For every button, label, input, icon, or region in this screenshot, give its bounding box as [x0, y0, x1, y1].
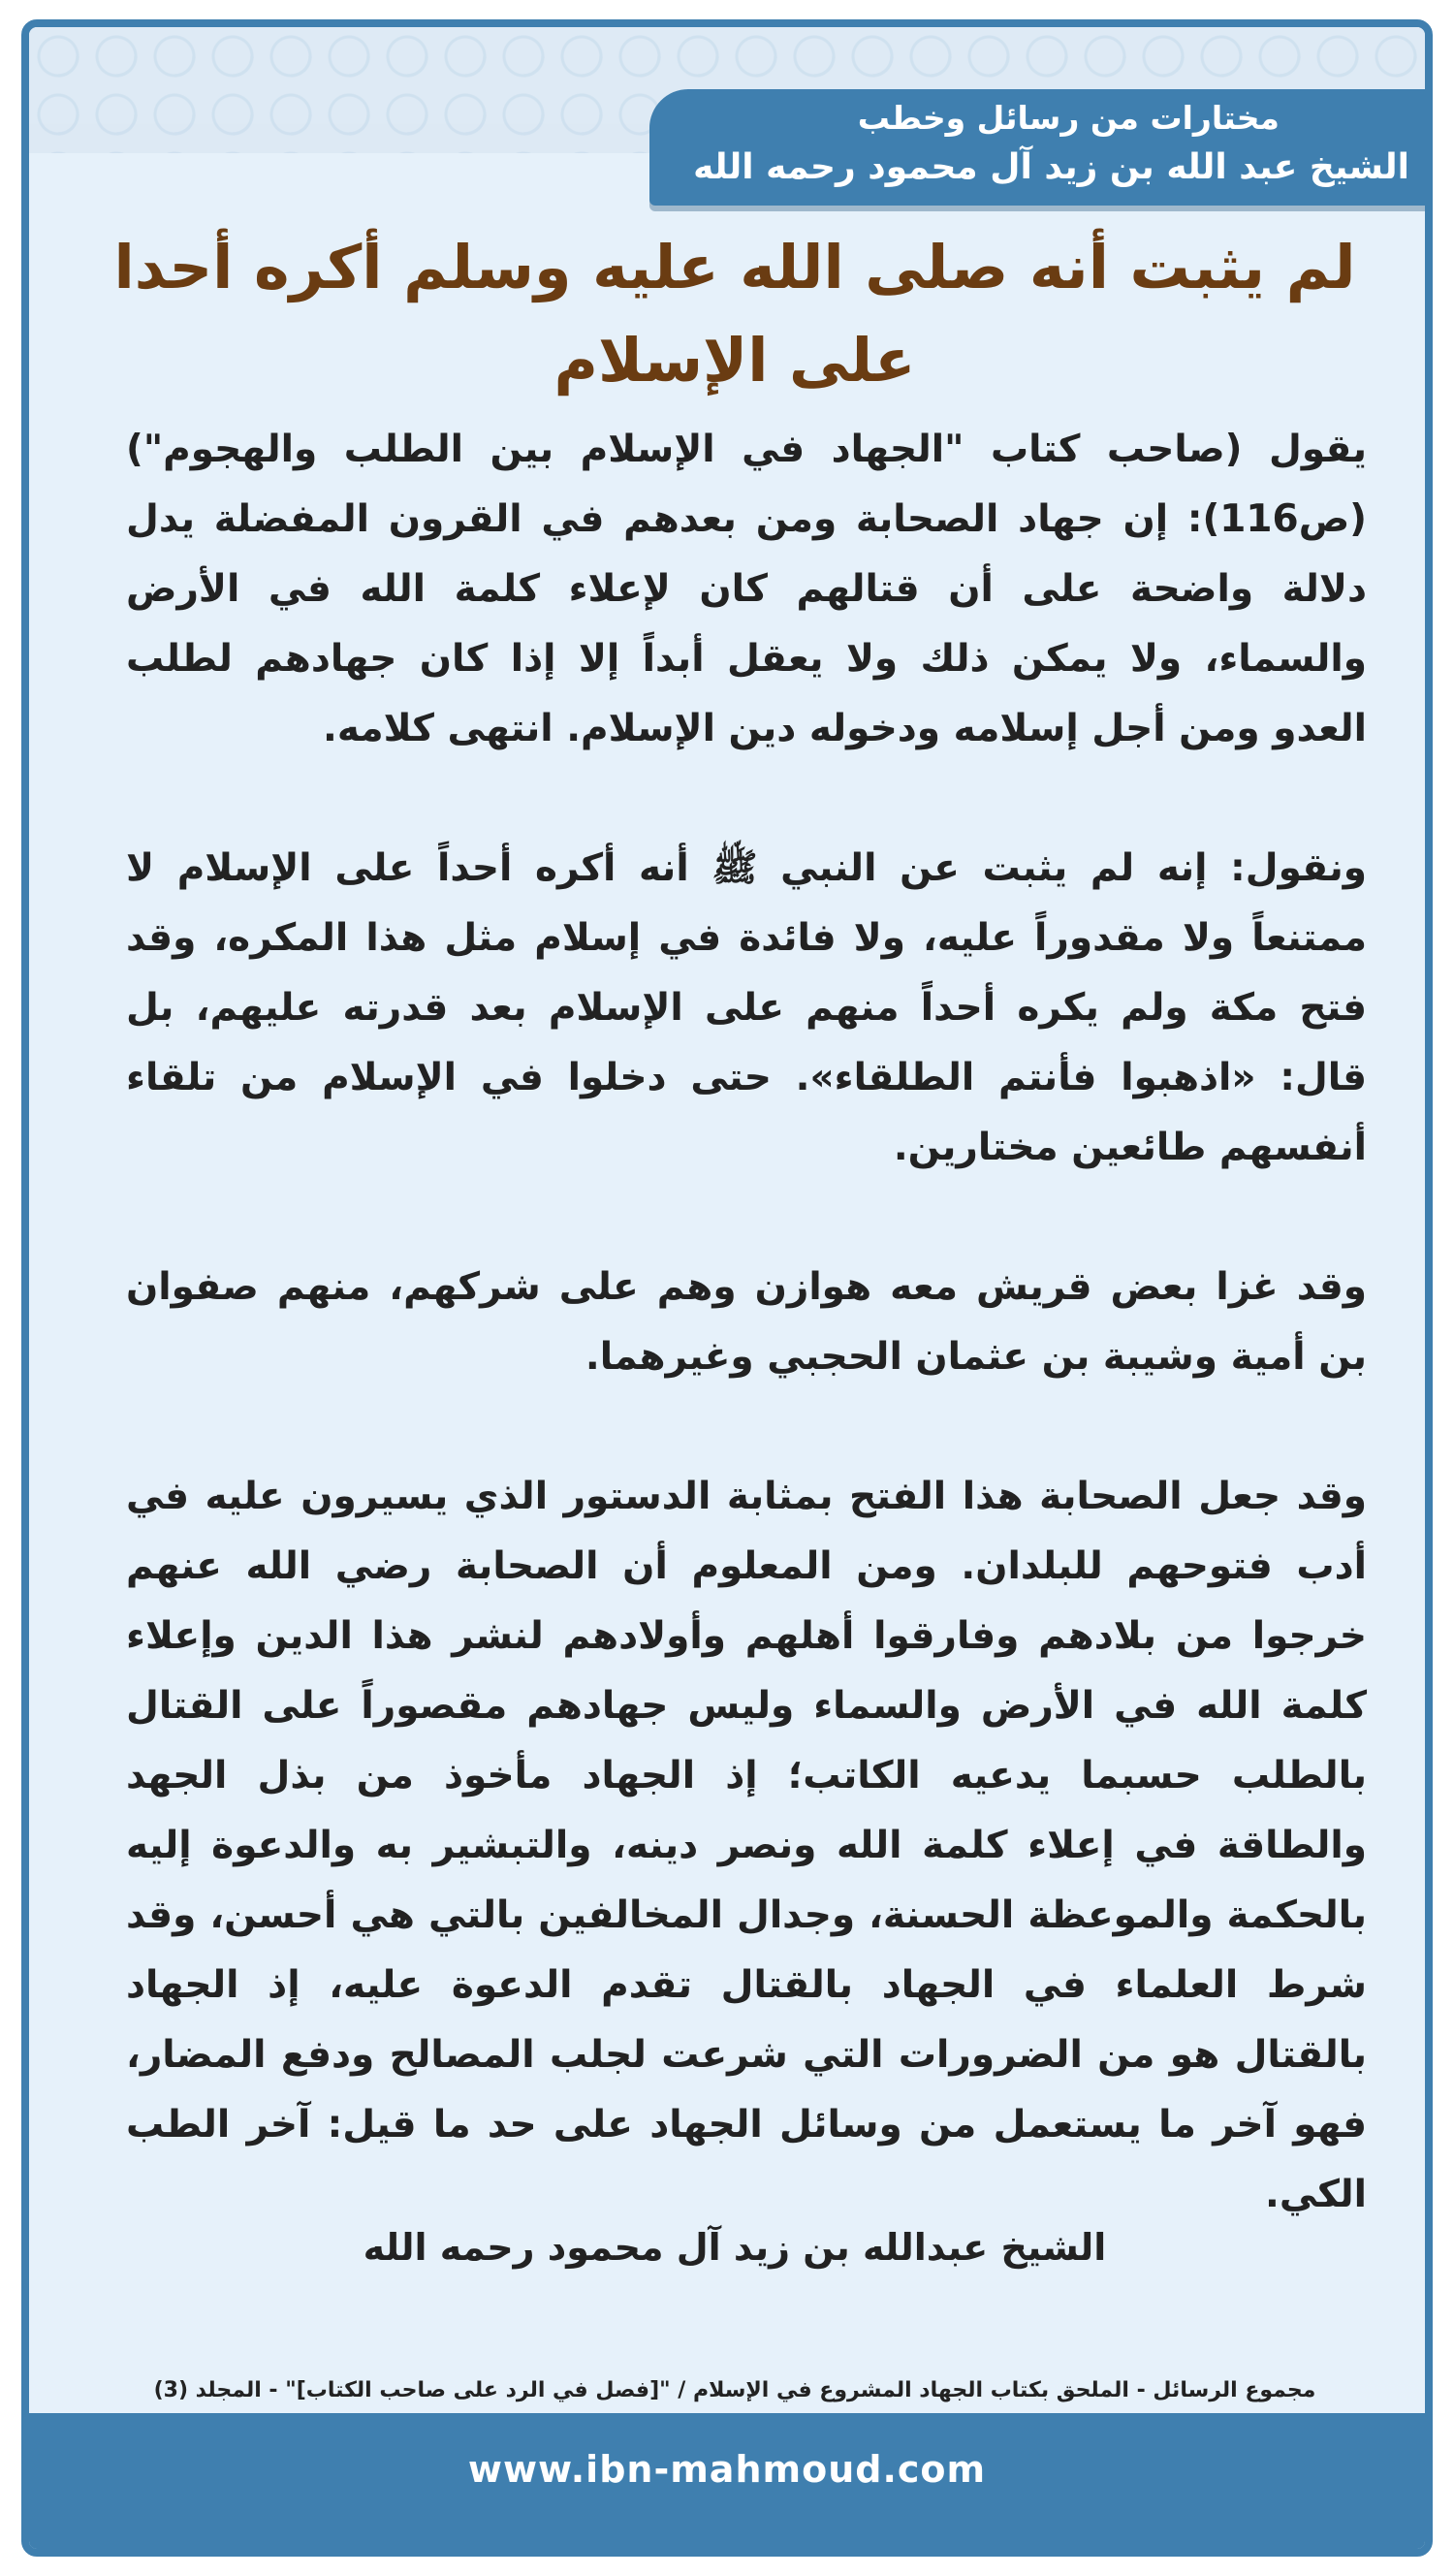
header-series-title: مختارات من رسائل وخطب	[857, 99, 1280, 137]
article-body	[126, 415, 1367, 2300]
paragraph: وقد غزا بعض قريش معه هوازن وهم على شركهم، منهم صفوان بن أمية وشيبة بن عثمان الحجبي وغيرهما.	[126, 1265, 1367, 1379]
paragraph: يقول (صاحب كتاب "الجهاد في الإسلام بين الطلب والهجوم") (ص116): إن جهاد الصحابة ومن بعدهم في القرون المفضلة يدل دلالة واضحة على أن قتالهم كان لإعلاء كلمة الله في الأرض والسماء، ولا يمكن ذلك ولا يعقل أبداً إلا إذا كان جهادهم لطلب العدو ومن أجل إسلامه ودخوله دين الإسلام. انتهى كلامه.	[126, 428, 1367, 750]
paragraph: وقد جعل الصحابة هذا الفتح بمثابة الدستور الذي يسيرون عليه في أدب فتوحهم للبلدان. ومن المعلوم أن الصحابة رضي الله عنهم خرجوا من بلادهم وفارقوا أهلهم وأولادهم لنشر هذا الدين وإعلاء كلمة الله في الأرض والسماء وليس جهادهم مقصوراً على القتال بالطلب حسبما يدعيه الكاتب؛ إذ الجهاد مأخوذ من بذل الجهد والطاقة في إعلاء كلمة الله ونصر دينه، والتبشير به والدعوة إليه بالحكمة والموعظة الحسنة، وجدال المخالفين بالتي هي أحسن، وقد شرط العلماء في الجهاد بالقتال تقدم الدعوة عليه، إذ الجهاد بالقتال هو من الضرورات التي شرعت لجلب المصالح ودفع المضار، فهو آخر ما يستعمل من وسائل الجهاد على حد ما قيل: آخر الطب الكي.	[126, 1475, 1367, 2216]
header-banner	[649, 89, 1425, 206]
footer-bar	[29, 2413, 1425, 2549]
article-title: لم يثبت أنه صلى الله عليه وسلم أكره أحدا على الإسلام	[113, 232, 1356, 396]
website-link[interactable]: www.ibn-mahmoud.com	[467, 2448, 987, 2491]
source-citation: مجموع الرسائل - الملحق بكتاب الجهاد المشروع في الإسلام / "[فصل في الرد على صاحب الكتاب]" - المجلد (3)	[153, 2378, 1316, 2402]
paragraph: ونقول: إنه لم يثبت عن النبي ﷺ أنه أكره أحداً على الإسلام لا ممتنعاً ولا مقدوراً عليه، ولا فائدة في إسلام مثل هذا المكره، وقد فتح مكة ولم يكره أحداً منهم على الإسلام بعد قدرته عليهم، بل قال: «اذهبوا فأنتم الطلقاء». حتى دخلوا في الإسلام من تلقاء أنفسهم طائعين مختارين.	[126, 846, 1367, 1169]
header-author-name: الشيخ عبد الله بن زيد آل محمود رحمه الله	[693, 147, 1409, 187]
author-signature: الشيخ عبدالله بن زيد آل محمود رحمه الله	[363, 2226, 1107, 2269]
page-frame	[21, 19, 1433, 2557]
